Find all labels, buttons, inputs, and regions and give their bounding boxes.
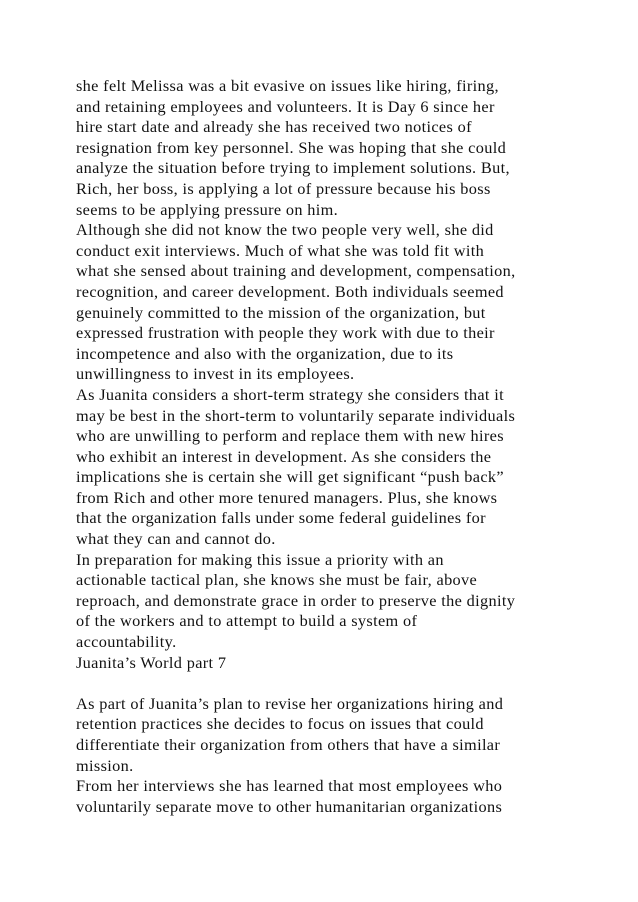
text-line: may be best in the short-term to voluntarily separate individuals [76, 405, 516, 425]
text-line: incompetence and also with the organization, due to its [76, 343, 454, 363]
text-line: genuinely committed to the mission of the organization, but [76, 302, 486, 322]
document-body [76, 76, 616, 817]
text-line: differentiate their organization from others that have a similar [76, 735, 501, 754]
blank-line [76, 673, 616, 694]
text-line: she felt Melissa was a bit evasive on issues like hiring, firing, [76, 76, 499, 95]
text-line: mission. [76, 755, 134, 775]
text-line: expressed frustration with people they work with due to their [76, 323, 495, 343]
text-line: reproach, and demonstrate grace in order to preserve the dignity [76, 590, 516, 610]
text-line: retention practices she decides to focus on issues that could [76, 714, 484, 734]
text-line: actionable tactical plan, she knows she must be fair, above [76, 570, 478, 590]
text-line: from Rich and other more tenured managers. Plus, she knows [76, 487, 498, 507]
text-line: As part of Juanita’s plan to revise her organizations hiring and [76, 693, 504, 713]
text-line: hire start date and already she has received two notices of [76, 117, 472, 137]
text-line: From her interviews she has learned that most employees who [76, 776, 503, 796]
text-line: Although she did not know the two people very well, she did [76, 220, 494, 240]
text-line: In preparation for making this issue a priority with an [76, 549, 444, 569]
text-line: accountability. [76, 632, 177, 652]
text-line: resignation from key personnel. She was hoping that she could [76, 137, 507, 157]
text-line: who exhibit an interest in development. As she considers the [76, 446, 492, 466]
text-line: seems to be applying pressure on him. [76, 199, 339, 219]
text-line: who are unwilling to perform and replace them with new hires [76, 426, 504, 446]
text-line: As Juanita considers a short-term strategy she considers that it [76, 384, 504, 404]
text-line: what she sensed about training and development, compensation, [76, 261, 516, 281]
section-heading: Juanita’s World part 7 [76, 652, 227, 672]
text-line: and retaining employees and volunteers. It is Day 6 since her [76, 96, 495, 116]
text-line: of the workers and to attempt to build a system of [76, 611, 418, 631]
text-line: conduct exit interviews. Much of what she was told fit with [76, 240, 485, 260]
text-line: unwillingness to invest in its employees. [76, 364, 355, 384]
text-line: analyze the situation before trying to implement solutions. But, [76, 158, 510, 178]
text-line: implications she is certain she will get significant “push back” [76, 467, 504, 487]
text-line: Rich, her boss, is applying a lot of pressure because his boss [76, 178, 491, 198]
text-line: what they can and cannot do. [76, 529, 276, 549]
text-line: voluntarily separate move to other humanitarian organizations [76, 796, 503, 816]
text-line: recognition, and career development. Both individuals seemed [76, 281, 504, 301]
text-line: that the organization falls under some federal guidelines for [76, 508, 486, 528]
